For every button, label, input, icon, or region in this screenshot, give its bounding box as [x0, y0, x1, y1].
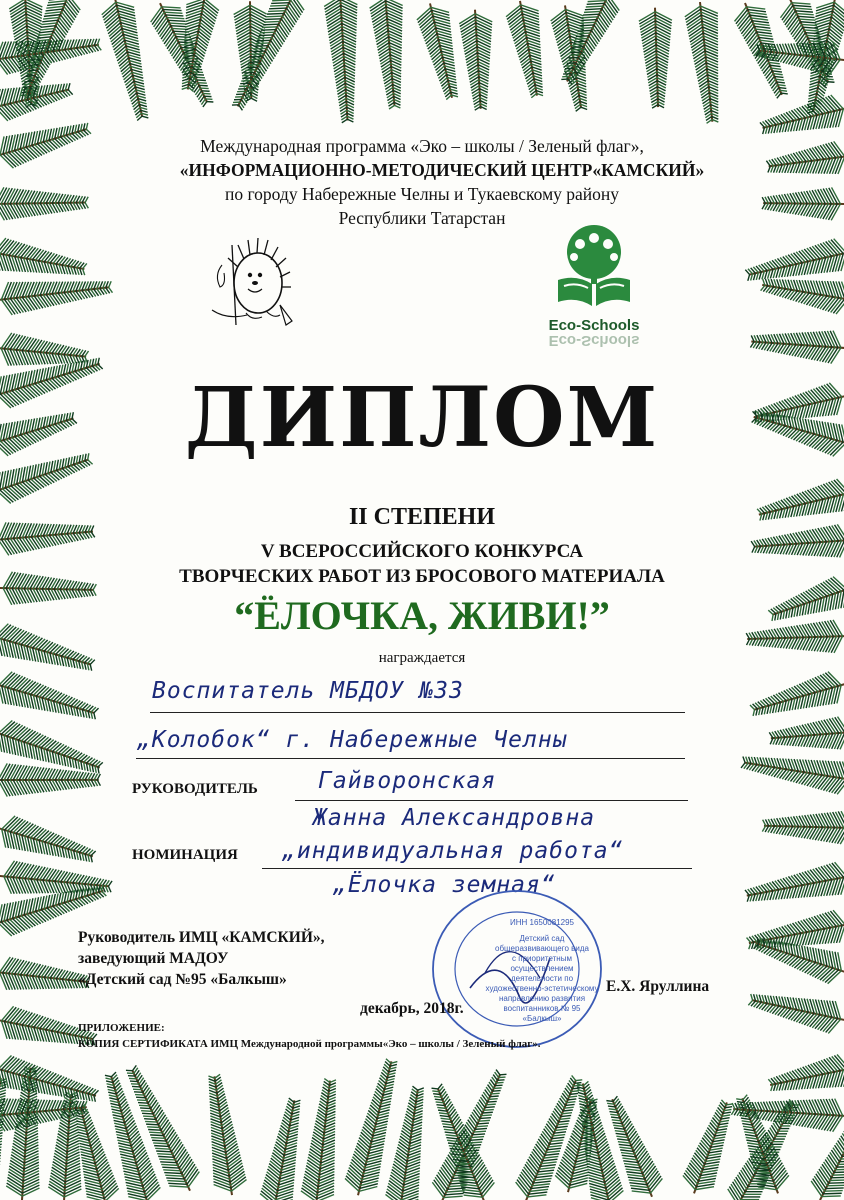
signatory-title-3: «Детский сад №95 «Балкыш»: [78, 971, 287, 988]
eco-schools-logo: [546, 222, 642, 347]
recipient-underline-1: [150, 712, 685, 713]
supervisor-line-2: Жанна Александровна: [313, 805, 596, 831]
header-city-line: по городу Набережные Челны и Тукаевскому району: [224, 184, 620, 204]
recipient-underline-2: [136, 758, 685, 759]
stamp-line-6: художественно-эстетическому: [485, 984, 599, 993]
contest-line-2: ТВОРЧЕСКИХ РАБОТ ИЗ БРОСОВОГО МАТЕРИАЛА: [179, 566, 665, 587]
eco-schools-reflection: Eco-Schools: [548, 332, 640, 349]
supervisor-underline: [295, 800, 688, 801]
degree-label: II СТЕПЕНИ: [348, 504, 496, 530]
stamp-line-4: осуществлением: [510, 964, 574, 973]
stamp-line-2: общеразвивающего вида: [495, 944, 589, 953]
signatory-title-2: заведующий МАДОУ: [78, 950, 229, 967]
recipient-line-1: Воспитатель МБДОУ №33: [152, 678, 464, 704]
stamp-line-9: «Балкыш»: [522, 1014, 562, 1023]
header-center-line: «ИНФОРМАЦИОННО-МЕТОДИЧЕСКИЙ ЦЕНТР«КАМСКИЙ»: [179, 160, 705, 180]
contest-slogan: “ЁЛОЧКА, ЖИВИ!”: [234, 593, 610, 638]
header-republic-line: Республики Татарстан: [338, 208, 506, 228]
stamp-line-1: Детский сад: [519, 934, 565, 943]
signatory-title-1: Руководитель ИМЦ «КАМСКИЙ»,: [78, 929, 325, 946]
stamp-line-5: деятельности по: [510, 974, 574, 983]
signatory-name: Е.Х. Яруллина: [606, 978, 710, 995]
nomination-line-2: „Ёлочка земная“: [333, 872, 556, 898]
eco-schools-label: Eco-Schools: [548, 317, 640, 334]
stamp-inn: ИНН 1650081295: [509, 918, 575, 927]
nomination-label: НОМИНАЦИЯ: [132, 847, 238, 863]
stamp-line-3: с приоритетным: [512, 954, 572, 963]
appendix-label: ПРИЛОЖЕНИЕ:: [78, 1022, 165, 1034]
supervisor-line-1: Гайворонская: [318, 768, 497, 794]
appendix-text: КОПИЯ СЕРТИФИКАТА ИМЦ Международной программы«Эко – школы / Зеленый флаг».: [78, 1038, 541, 1050]
supervisor-label: РУКОВОДИТЕЛЬ: [132, 781, 258, 797]
nomination-underline: [262, 868, 692, 869]
awarded-label: награждается: [378, 650, 466, 666]
hedgehog-logo: [202, 225, 302, 335]
recipient-line-2: „Колобок“ г. Набережные Челны: [137, 727, 568, 753]
diploma-title: ДИПЛОМ: [184, 370, 660, 466]
stamp-line-7: направлению развития: [498, 994, 586, 1003]
header-program-line: Международная программа «Эко – школы / Зеленый флаг»,: [200, 136, 644, 156]
stamp-line-8: воспитанников № 95: [503, 1004, 581, 1013]
contest-line-1: V ВСЕРОССИЙСКОГО КОНКУРСА: [260, 541, 584, 562]
nomination-line-1: „индивидуальная работа“: [282, 838, 624, 864]
tree-book-icon: [546, 222, 642, 312]
issue-date: декабрь, 2018г.: [360, 1000, 464, 1017]
